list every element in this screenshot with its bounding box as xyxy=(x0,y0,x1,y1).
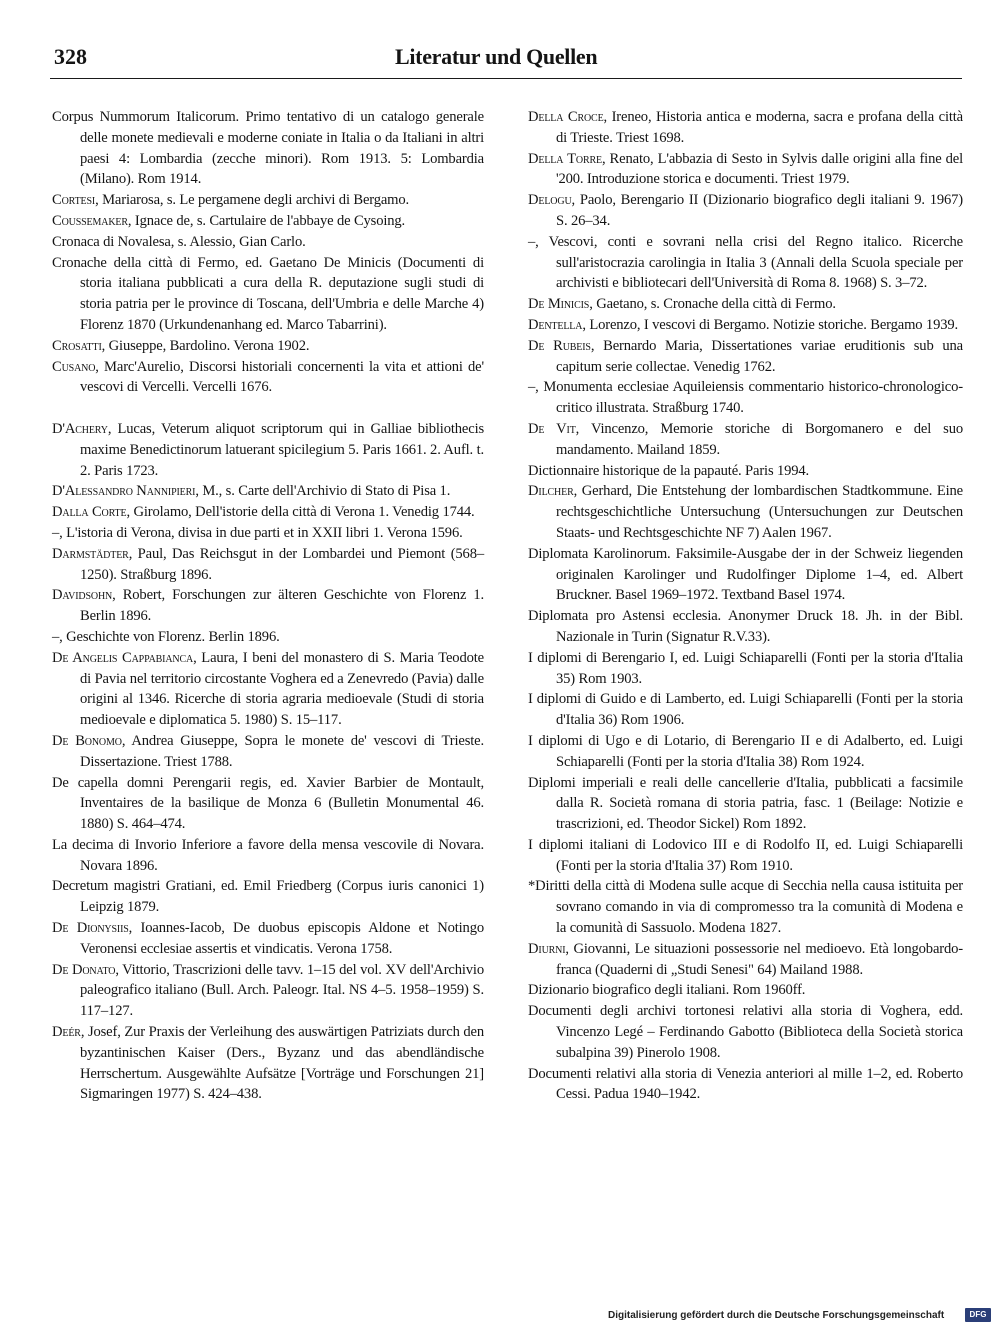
bibliography-entry xyxy=(528,336,963,378)
entry-text: , Giovanni, Le situazioni possessorie nel medioevo. Età longobardo-franca (Quaderni di „Studi Senesi" 64) Mailand 1988. xyxy=(556,940,963,978)
entry-text: –, Vescovi, conti e sovrani nella crisi del Regno italico. Ricerche sull'aristocrazia carolingia in Italia 3 (Annali della Scuola speciale per archivisti e bibliotecari dell'Università di Roma 8. 1968) S. 3–72. xyxy=(528,233,963,292)
bibliography-entry xyxy=(52,627,484,648)
entry-text: I diplomi italiani di Lodovico III e di Rodolfo II, ed. Luigi Schiaparelli (Fonti per la storia d'Italia 37) Rom 1910. xyxy=(528,836,963,874)
bibliography-entry xyxy=(528,731,963,773)
bibliography-entry xyxy=(528,689,963,731)
bibliography-entry xyxy=(528,419,963,461)
entry-text: , Vittorio, Trascrizioni delle tavv. 1–15 del vol. XV dell'Archivio paleografico italiano (Bull. Arch. Paleogr. Ital. NS 4–5. 1958–1959) S. 117–127. xyxy=(80,961,484,1020)
entry-text: –, Monumenta ecclesiae Aquileiensis commentario historico-chronologico-critico illustrata. Straßburg 1740. xyxy=(528,379,963,417)
bibliography-entry xyxy=(528,190,963,232)
entry-author: De Dionysiis xyxy=(52,920,129,937)
bibliography-entry xyxy=(528,461,963,482)
entry-text: Documenti relativi alla storia di Venezia anteriori al mille 1–2, ed. Roberto Cessi. Padua 1940–1942. xyxy=(528,1065,963,1103)
bibliography-entry xyxy=(52,502,484,523)
bibliography-entry xyxy=(528,606,963,648)
entry-author: De Minicis xyxy=(528,296,590,313)
bibliography-entry xyxy=(528,835,963,877)
bibliography-entry xyxy=(528,1001,963,1063)
bibliography-entry xyxy=(528,149,963,191)
bibliography-entry xyxy=(52,190,484,211)
entry-text: , Paolo, Berengario II (Dizionario biografico degli italiani 9. 1967) S. 26–34. xyxy=(556,192,963,229)
entry-text: De capella domni Perengarii regis, ed. Xavier Barbier de Montault, Inventaires de la basilique de Monza 6 (Bulletin Monumental 46. 1880) S. 464–474. xyxy=(52,774,484,833)
entry-author: Delogu xyxy=(528,192,572,209)
entry-text: *Diritti della città di Modena sulle acque di Secchia nella causa istituita per sovrano comando in via di compromesso tra la comunità di Modena e la comunità di Sassuolo. Modena 1827. xyxy=(528,878,963,937)
entry-text: Diplomata pro Astensi ecclesia. Anonymer Druck 18. Jh. in der Bibl. Nazionale in Turin (Signatur R.V.33). xyxy=(528,608,963,645)
entry-text: Decretum magistri Gratiani, ed. Emil Friedberg (Corpus iuris canonici 1) Leipzig 1879. xyxy=(52,878,484,916)
entry-author: Cortesi xyxy=(52,192,96,209)
entry-author: De Angelis Cappabianca xyxy=(52,649,194,666)
bibliography-entry xyxy=(52,648,484,731)
entry-text: , Andrea Giuseppe, Sopra le monete de' vescovi di Trieste. Dissertazione. Triest 1788. xyxy=(80,732,484,770)
bibliography-entry xyxy=(52,253,484,336)
entry-text: , Josef, Zur Praxis der Verleihung des auswärtigen Patriziats durch den byzantinischen Kaiser (Ders., Byzanz und das abendländische Herrschertum. Ausgewählte Aufsätze [Vorträge und Forschungen 21] Sigmaringen 1977) S. 424–438. xyxy=(80,1024,484,1103)
bibliography-entry xyxy=(528,648,963,690)
entry-text: I diplomi di Ugo e di Lotario, di Berengario II e di Adalberto, ed. Luigi Schiaparelli (Fonti per la storia d'Italia 38) Rom 1924. xyxy=(528,732,963,770)
entry-text: –, Geschichte von Florenz. Berlin 1896. xyxy=(52,628,280,645)
entry-text: I diplomi di Guido e di Lamberto, ed. Luigi Schiaparelli (Fonti per la storia d'Italia 36) Rom 1906. xyxy=(528,691,963,729)
entry-text: , Gerhard, Die Entstehung der lombardischen Stadtkommune. Eine rechtsgeschichtliche Untersuchung (Untersuchungen zur Deutschen Staats- und Rechtsgeschichte NF 7) Aalen 1967. xyxy=(556,483,963,541)
entry-text: , Robert, Forschungen zur älteren Geschichte von Florenz 1. Berlin 1896. xyxy=(80,587,484,625)
entry-author: Darmstädter xyxy=(52,545,129,562)
bibliography-entry xyxy=(52,918,484,960)
bibliography-entry xyxy=(528,232,963,294)
bibliography-entry xyxy=(52,232,484,253)
bibliography-entry xyxy=(528,544,963,606)
entry-text: I diplomi di Berengario I, ed. Luigi Schiaparelli (Fonti per la storia d'Italia 35) Rom 1903. xyxy=(528,649,963,687)
entry-text: , Lorenzo, I vescovi di Bergamo. Notizie storiche. Bergamo 1939. xyxy=(582,316,959,333)
running-title: Literatur und Quellen xyxy=(395,44,598,69)
bibliography-entry xyxy=(52,107,484,190)
bibliography-entry xyxy=(52,876,484,918)
page-number: 328 xyxy=(54,44,87,69)
bibliography-entry xyxy=(52,731,484,773)
entry-author: Della Torre xyxy=(528,150,602,167)
entry-author: Della Croce xyxy=(528,109,604,125)
entry-author: Diurni xyxy=(528,940,566,957)
bibliography-entry xyxy=(52,523,484,544)
entry-text: Cronaca di Novalesa, s. Alessio, Gian Carlo. xyxy=(52,233,306,250)
entry-text: , Renato, L'abbazia di Sesto in Sylvis dalle origini alla fine del '200. Introduzione storica e documenti. Triest 1979. xyxy=(556,150,963,188)
bibliography-entry xyxy=(52,211,484,232)
bibliography-entry xyxy=(528,294,963,315)
entry-text: La decima di Invorio Inferiore a favore della mensa vescovile di Novara. Novara 1896. xyxy=(52,836,484,874)
bibliography-entry xyxy=(52,336,484,357)
bibliography-entry xyxy=(528,107,963,149)
funding-note: Digitalisierung gefördert durch die Deutsche Forschungsgemeinschaft xyxy=(608,1310,945,1321)
bibliography-entry xyxy=(52,585,484,627)
entry-text: Dizionario biografico degli italiani. Rom 1960ff. xyxy=(528,982,806,999)
bibliography-entry xyxy=(52,419,484,481)
entry-text: , Laura, I beni del monastero di S. Maria Teodote di Pavia nel territorio circostante Voghera ed a Zenevredo (Pavia) dalle origini al 1346. Ricerche di storia agraria medioevale (Studi di storia medioevale e diplomatica 5. 1980) S. 15–117. xyxy=(80,649,484,729)
bibliography-entry xyxy=(52,960,484,1022)
bibliography-entry xyxy=(528,876,963,938)
bibliography-entry xyxy=(52,1022,484,1105)
bibliography-entry xyxy=(52,357,484,399)
bibliography-column-right xyxy=(528,107,963,1105)
entry-author: De Rubeis xyxy=(528,337,591,354)
entry-text: Diplomata Karolinorum. Faksimile-Ausgabe der in der Schweiz liegenden originalen Karolinger und Rudolfinger Diplome 1–4, ed. Albert Bruckner. Basel 1969–1972. Textband Basel 1974. xyxy=(528,545,963,604)
entry-text: –, L'istoria di Verona, divisa in due parti et in XXII libri 1. Verona 1596. xyxy=(52,524,463,541)
entry-author: Dilcher xyxy=(528,483,574,500)
bibliography-entry xyxy=(528,377,963,419)
bibliography-entry xyxy=(52,835,484,877)
bibliography-entry xyxy=(528,315,963,336)
entry-author: D'Alessandro Nannipieri xyxy=(52,483,196,500)
entry-author: Dentella xyxy=(528,316,583,333)
entry-text: , Gaetano, s. Cronache della città di Fermo. xyxy=(589,296,836,313)
bibliography-entry xyxy=(528,939,963,981)
entry-text: Cronache della città di Fermo, ed. Gaetano De Minicis (Documenti di storia italiana pubblicati a cura della R. deputazione sugli studi di storia patria per le province di Toscana, dell'Umbria e delle Marche 4) Florenz 1870 (Urkundenanhang ed. Marco Tabarrini). xyxy=(52,254,484,333)
bibliography-entry xyxy=(52,773,484,835)
entry-text: , Giuseppe, Bardolino. Verona 1902. xyxy=(101,337,310,354)
entry-text: , Ioannes-Iacob, De duobus episcopis Aldone et Notingo Veronensi ecclesiae assertis et vindicatis. Verona 1758. xyxy=(80,920,484,957)
entry-text: , Mariarosa, s. Le pergamene degli archivi di Bergamo. xyxy=(95,192,410,209)
entry-text: , Lucas, Veterum aliquot scriptorum qui in Galliae bibliothecis maxime Benedictinorum latuerant spicilegium 5. Paris 1661. 2. Aufl. t. 2. Paris 1723. xyxy=(80,420,484,479)
bibliography-column-left xyxy=(52,107,484,1105)
entry-author: Coussemaker xyxy=(52,212,128,229)
entry-text: , Paul, Das Reichsgut in der Lombardei und Piemont (568–1250). Straßburg 1896. xyxy=(80,545,484,583)
entry-author: De Vit xyxy=(528,420,576,437)
entry-text: , Vincenzo, Memorie storiche di Borgomanero e del suo mandamento. Mailand 1859. xyxy=(556,420,963,458)
bibliography-entry xyxy=(528,1064,963,1106)
entry-text: , Ireneo, Historia antica e moderna, sacra e profana della città di Trieste. Triest 1698. xyxy=(556,109,963,146)
entry-author: Crosatti xyxy=(52,337,102,354)
entry-author: Davidsohn xyxy=(52,587,113,604)
entry-text: Diplomi imperiali e reali delle cancellerie d'Italia, pubblicati a facsimile dalla R. Società romana di storia patria, fasc. 1 (Beilage: Notizie e trascrizioni, ed. Theodor Sickel) Rom 1892. xyxy=(528,774,963,833)
entry-text: , Marc'Aurelio, Discorsi historiali concernenti la vita et attioni de' vescovi di Vercelli. Vercelli 1676. xyxy=(80,358,484,396)
bibliography-entry xyxy=(528,980,963,1001)
entry-text: Documenti degli archivi tortonesi relativi alla storia di Voghera, edd. Vincenzo Legé – Ferdinando Gabotto (Biblioteca della Società storica subalpina 39) Pinerolo 1908. xyxy=(528,1003,963,1061)
entry-author: D'Achery xyxy=(52,420,108,437)
bibliography-entry xyxy=(528,481,963,543)
entry-author: De Bonomo xyxy=(52,732,122,749)
bibliography-entry xyxy=(52,481,484,502)
entry-text: Dictionnaire historique de la papauté. Paris 1994. xyxy=(528,462,810,479)
entry-text: Corpus Nummorum Italicorum. Primo tentativo di un catalogo generale delle monete medievali e moderne coniate in Italia o da Italiani in altri paesi 4: Lombardia (zecche minori). Rom 1913. 5: Lombardia (Milano). Rom 1914. xyxy=(52,109,484,188)
entry-author: Dalla Corte xyxy=(52,504,127,521)
entry-text: , Girolamo, Dell'istorie della città di Verona 1. Venedig 1744. xyxy=(126,504,475,521)
bibliography-entry xyxy=(52,544,484,586)
header-rule xyxy=(50,78,962,79)
entry-author: Deér xyxy=(52,1024,81,1041)
bibliography-entry xyxy=(528,773,963,835)
entry-text: , Ignace de, s. Cartulaire de l'abbaye de Cysoing. xyxy=(127,212,406,229)
entry-text: , M., s. Carte dell'Archivio di Stato di Pisa 1. xyxy=(195,483,451,500)
dfg-logo: DFG xyxy=(965,1308,991,1322)
entry-text: , Bernardo Maria, Dissertationes variae eruditionis sub una capitum serie collectae. Venedig 1762. xyxy=(556,337,963,375)
entry-author: Cusano xyxy=(52,358,96,375)
entry-author: De Donato xyxy=(52,961,116,978)
